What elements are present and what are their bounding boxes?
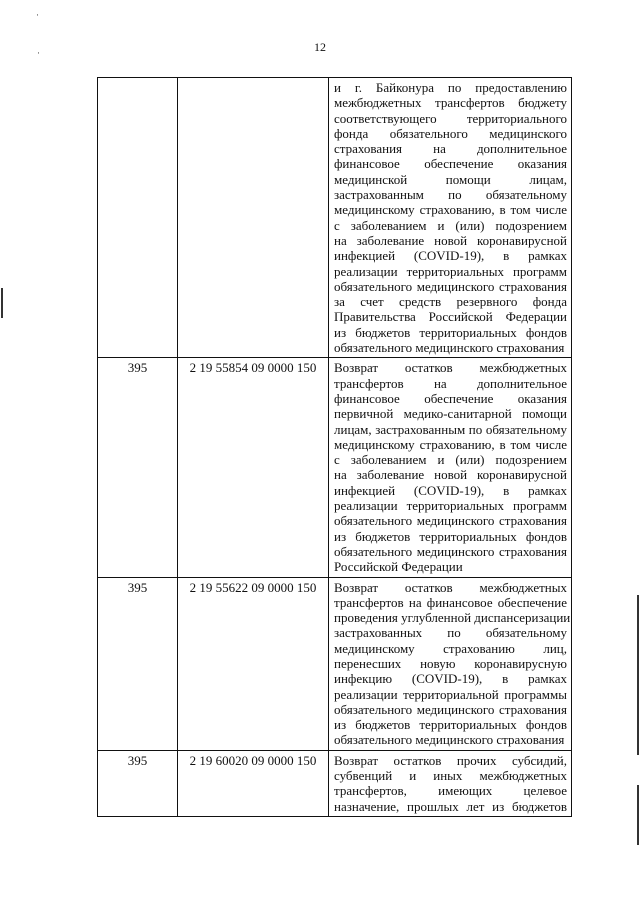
description-line: обязательного медицинского страхования — [334, 543, 567, 559]
description-line: медицинскому страхованию, в том числе — [334, 436, 567, 452]
description-line: лицам, застрахованным по обязательному — [334, 421, 567, 437]
admin-code-cell: 395 — [98, 577, 178, 750]
description-line: с заболеванием и (или) подозрением — [334, 217, 567, 233]
scan-edge-mark — [637, 595, 639, 755]
description-line: проведения углубленной диспансеризации — [334, 610, 571, 626]
table-row — [98, 78, 572, 358]
budget-code-cell: 2 19 55854 09 0000 150 — [178, 358, 329, 577]
admin-code-cell: 395 — [98, 750, 178, 816]
description-line: обязательного медицинского страхования — [334, 278, 567, 294]
description-line: инфекцией (COVID-19), в рамках — [334, 482, 567, 498]
description-line: из бюджетов территориальных фондов — [334, 528, 567, 544]
description-line: Возврат остатков прочих субсидий, — [334, 752, 567, 768]
description-cell — [329, 750, 572, 816]
description-line: обязательного медицинского страхования — [334, 340, 565, 356]
description-line: из бюджетов территориальных фондов — [334, 717, 567, 733]
scan-edge-mark — [637, 785, 639, 845]
description-line: Возврат остатков межбюджетных — [334, 579, 567, 595]
description-line: за счет средств резервного фонда — [334, 294, 567, 310]
description-line: фонда обязательного медицинского — [334, 125, 567, 141]
description-line: реализации территориальной программы — [334, 686, 567, 702]
description-line: Возврат остатков межбюджетных — [334, 360, 567, 376]
description-line: медицинской помощи лицам, — [334, 171, 567, 187]
description-line: субвенций и иных межбюджетных — [334, 768, 567, 784]
description-line: обязательного медицинского страхования — [334, 513, 567, 529]
description-line: медицинскому страхованию лиц, — [334, 640, 567, 656]
description-line: назначение, прошлых лет из бюджетов — [334, 798, 567, 814]
description-line: соответствующего территориального — [334, 110, 567, 126]
budget-code-cell: 2 19 55622 09 0000 150 — [178, 577, 329, 750]
table-row — [98, 577, 572, 750]
description-cell — [329, 78, 572, 358]
description-line: на заболевание новой коронавирусной — [334, 467, 567, 483]
description-line: трансфертов на финансовое обеспечение — [334, 594, 567, 610]
description-line: застрахованным по обязательному — [334, 187, 567, 203]
description-line: трансфертов, имеющих целевое — [334, 783, 567, 799]
description-line: обязательного медицинского страхования — [334, 732, 565, 748]
description-line: на заболевание новой коронавирусной — [334, 232, 567, 248]
description-line: инфекцией (COVID-19), в рамках — [334, 248, 567, 264]
description-line: инфекцию (COVID-19), в рамках — [334, 671, 567, 687]
admin-code-cell — [98, 78, 178, 358]
description-line: перенесших новую коронавирусную — [334, 655, 567, 671]
description-line: и г. Байконура по предоставлению — [334, 80, 567, 95]
scan-speck: · — [36, 10, 39, 20]
description-line: реализации территориальных программ — [334, 498, 567, 514]
description-line: первичной медико-санитарной помощи — [334, 406, 567, 422]
description-line: межбюджетных трансфертов бюджету — [334, 95, 567, 111]
description-line: Правительства Российской Федерации — [334, 309, 567, 325]
description-line: медицинскому страхованию, в том числе — [334, 202, 567, 218]
budget-code-cell: 2 19 60020 09 0000 150 — [178, 750, 329, 816]
scan-speck: · — [37, 48, 40, 58]
description-line: финансовое обеспечение оказания — [334, 390, 567, 406]
description-line: застрахованных по обязательному — [334, 625, 567, 641]
description-line: страхования на дополнительное — [334, 141, 567, 157]
budget-code-cell — [178, 78, 329, 358]
admin-code-cell: 395 — [98, 358, 178, 577]
budget-codes-table — [97, 77, 572, 817]
description-cell — [329, 577, 572, 750]
description-line: обязательного медицинского страхования — [334, 701, 567, 717]
scan-edge-mark — [1, 288, 3, 318]
description-line: реализации территориальных программ — [334, 263, 567, 279]
description-line: из бюджетов территориальных фондов — [334, 324, 567, 340]
description-line: финансовое обеспечение оказания — [334, 156, 567, 172]
description-cell — [329, 358, 572, 577]
description-line: трансфертов на дополнительное — [334, 375, 567, 391]
page-number: 12 — [314, 40, 326, 54]
table-row — [98, 358, 572, 577]
description-line: Российской Федерации — [334, 559, 463, 575]
table-row — [98, 750, 572, 816]
description-line: с заболеванием и (или) подозрением — [334, 452, 567, 468]
